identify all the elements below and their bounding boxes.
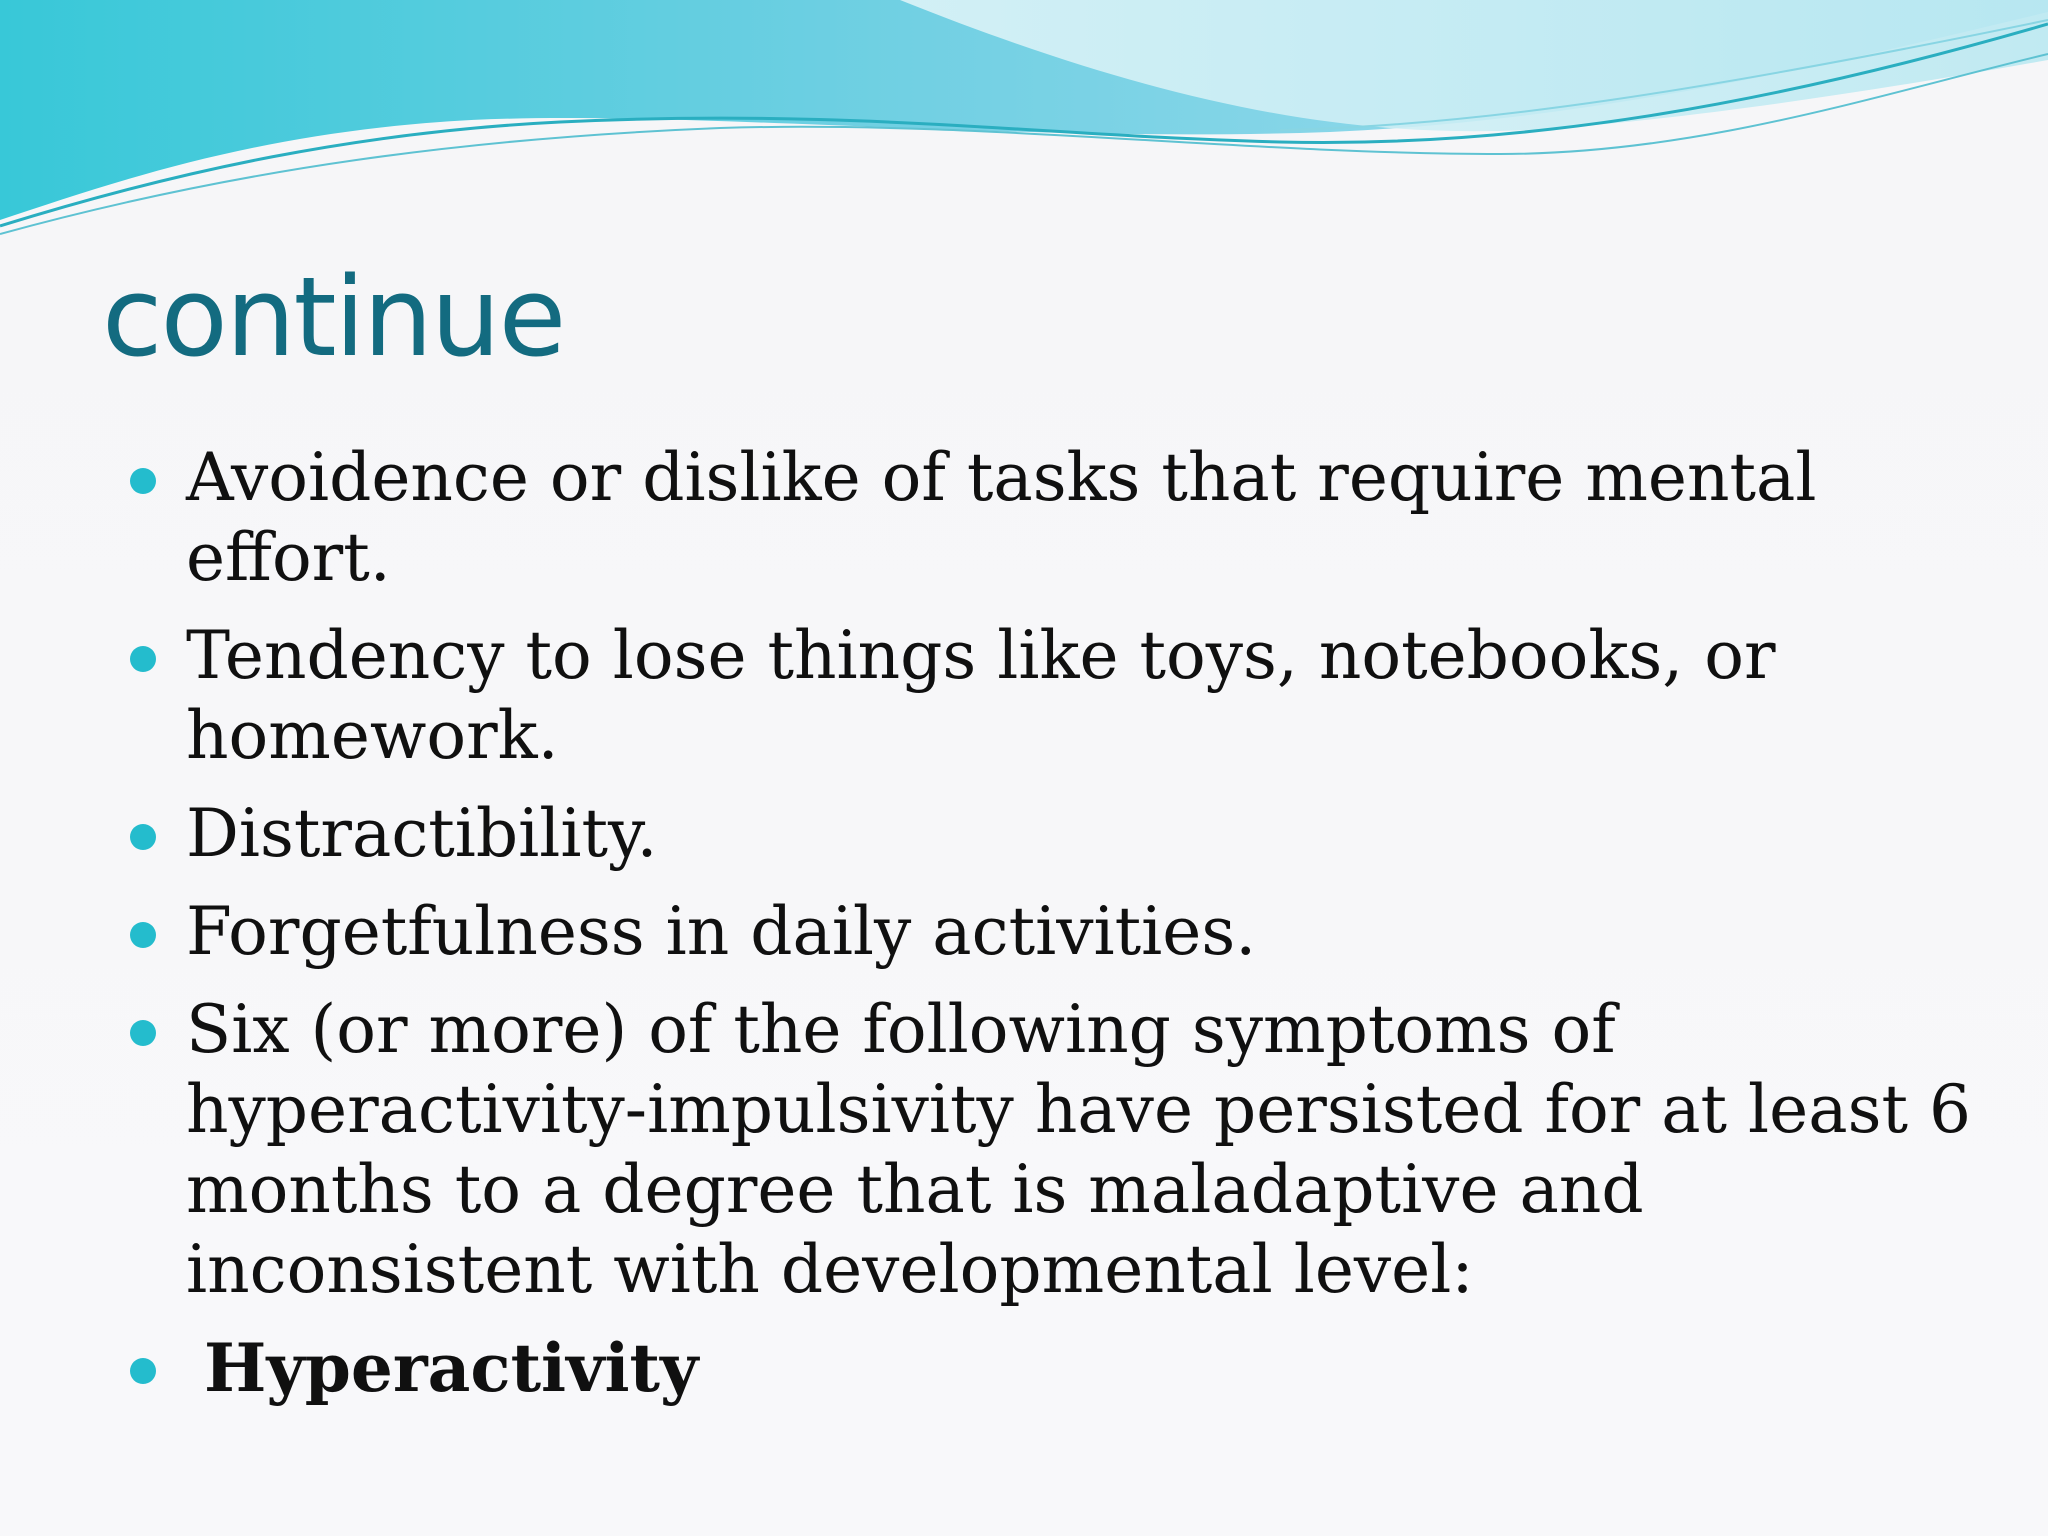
bullet-item: [128, 990, 2008, 1310]
bullet-text: Six (or more) of the following symptoms of hyperactivity-impulsivity have persisted for at least 6 months to a degree that is maladaptive and inconsistent with developmental level:: [186, 991, 1971, 1308]
bullet-text: Forgetfulness in daily activities.: [186, 893, 1257, 970]
bullet-text: Hyperactivity: [204, 1329, 699, 1407]
circle-bullet-icon: [130, 922, 156, 948]
bullet-text: Avoidence or dislike of tasks that require mental effort.: [186, 439, 1817, 596]
slide-title: continue: [102, 253, 565, 381]
circle-bullet-icon: [130, 1358, 156, 1384]
circle-bullet-icon: [130, 646, 156, 672]
circle-bullet-icon: [130, 1020, 156, 1046]
circle-bullet-icon: [130, 824, 156, 850]
bullet-item: [128, 794, 2008, 874]
bullet-item: [128, 892, 2008, 972]
circle-bullet-icon: [130, 468, 156, 494]
bullet-item-heading: [128, 1328, 2008, 1408]
bullet-text: Distractibility.: [186, 795, 658, 872]
bullet-text: Tendency to lose things like toys, notebooks, or homework.: [186, 617, 1776, 774]
wave-header-decoration: [0, 0, 2048, 240]
bullet-item: [128, 438, 2008, 598]
bullet-list: [128, 438, 2008, 1426]
bullet-item: [128, 616, 2008, 776]
